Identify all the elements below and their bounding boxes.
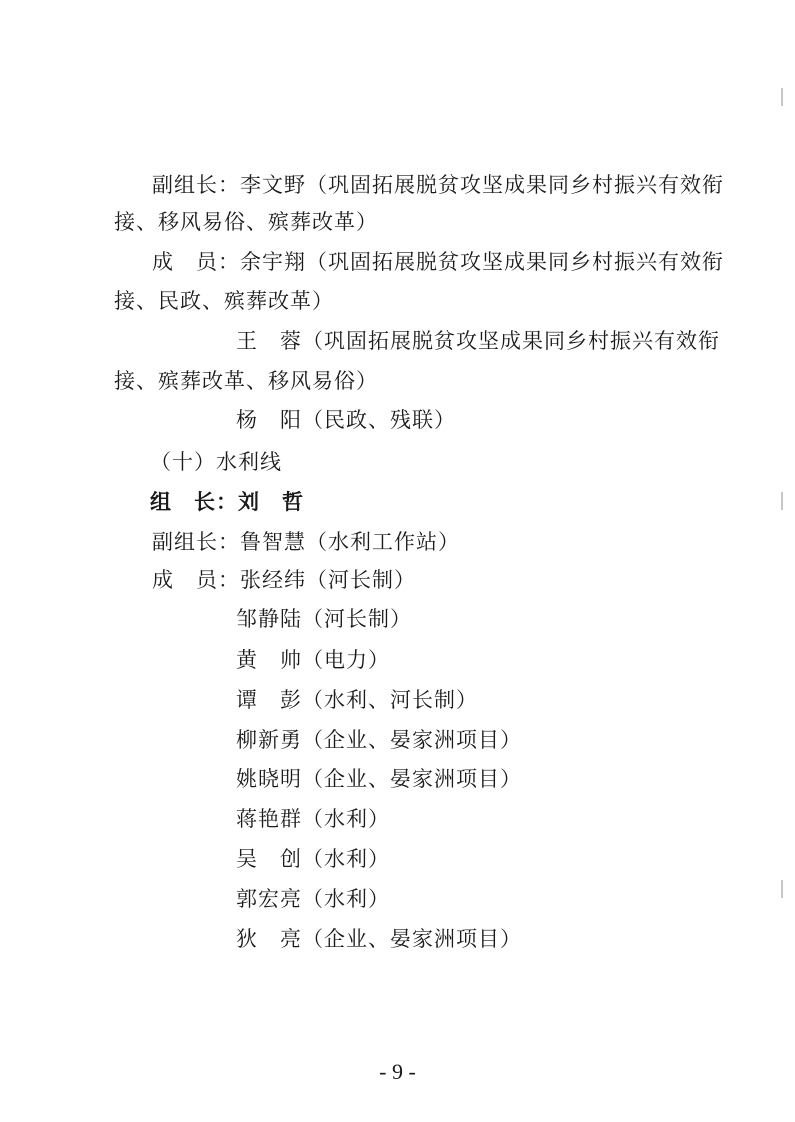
member-line: 蒋艳群（水利） (236, 807, 390, 831)
member-line: 邹静陆（河长制） (236, 607, 412, 631)
member-line: 狄 亮（企业、晏家洲项目） (236, 927, 522, 951)
scan-edge-mark (781, 492, 783, 510)
continuation-line: 接、殡葬改革、移风易俗） (114, 369, 378, 393)
member-line: 成 员：余宇翔（巩固拓展脱贫攻坚成果同乡村振兴有效衔 (152, 250, 724, 274)
member-line: 吴 创（水利） (236, 847, 390, 871)
scan-edge-mark (781, 88, 783, 106)
member-line: 柳新勇（企业、晏家洲项目） (236, 728, 522, 752)
member-line: 黄 帅（电力） (236, 648, 390, 672)
member-line: 王 蓉（巩固拓展脱贫攻坚成果同乡村振兴有效衔 (236, 329, 720, 353)
section-heading: （十）水利线 (150, 450, 282, 474)
member-line: 姚晓明（企业、晏家洲项目） (236, 767, 522, 791)
group-leader-line: 组 长：刘 哲 (150, 489, 304, 514)
member-line: 成 员：张经纬（河长制） (152, 568, 416, 592)
deputy-leader-line: 副组长：鲁智慧（水利工作站） (152, 530, 460, 554)
continuation-line: 接、移风易俗、殡葬改革） (114, 210, 378, 234)
member-line: 谭 彭（水利、河长制） (236, 688, 478, 712)
page-number: - 9 - (379, 1059, 416, 1084)
deputy-leader-line: 副组长：李文野（巩固拓展脱贫攻坚成果同乡村振兴有效衔 (152, 173, 724, 197)
continuation-line: 接、民政、殡葬改革） (114, 289, 334, 313)
member-line: 杨 阳（民政、残联） (236, 408, 456, 432)
scan-edge-mark (781, 880, 783, 898)
member-line: 郭宏亮（水利） (236, 887, 390, 911)
